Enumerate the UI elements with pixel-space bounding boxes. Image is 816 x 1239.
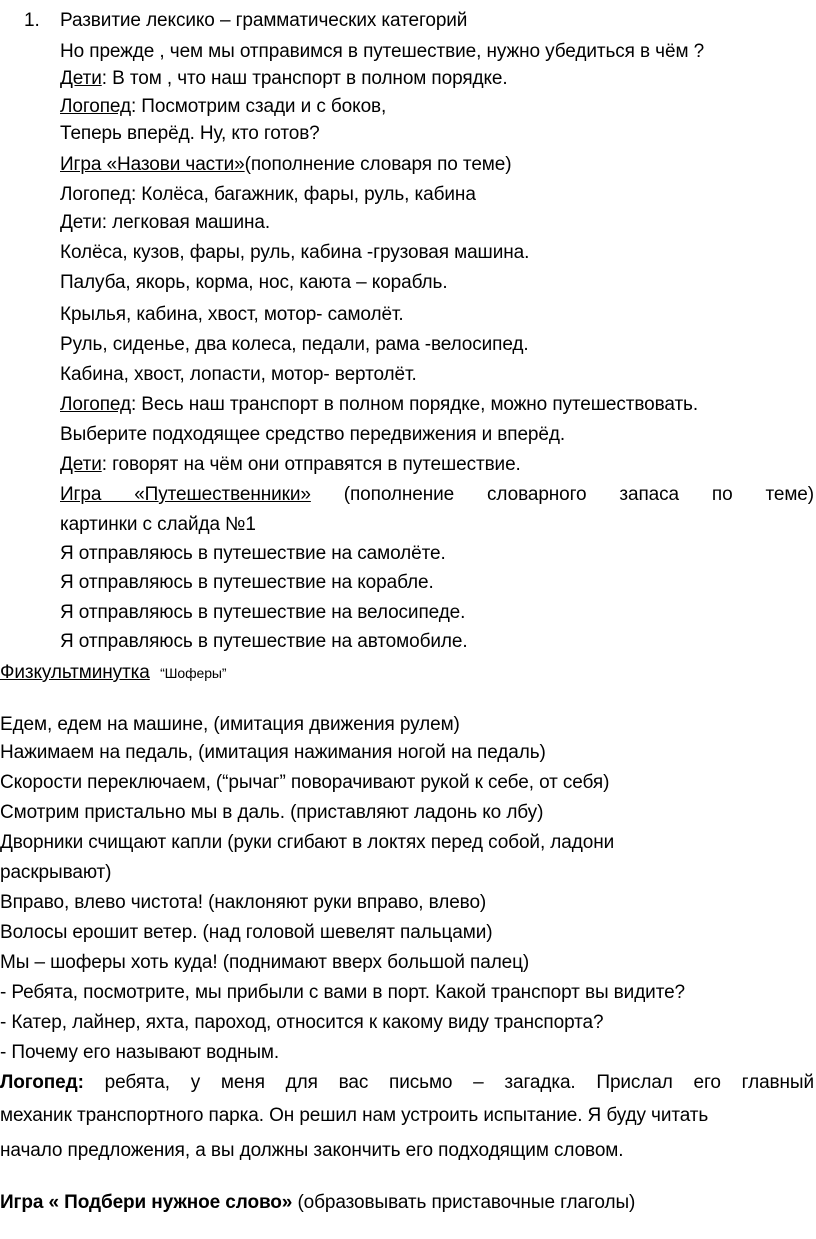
game1-summary-line-2: Выберите подходящее средство передвижения и вперёд. [60,424,566,445]
fizkult-line-2: Нажимаем на педаль, (имитация нажимания ногой на педаль) [0,742,546,763]
role-label-speech-therapist: Логопед [60,96,131,117]
game1-line-7: Кабина, хвост, лопасти, мотор- вертолёт. [60,364,417,385]
game1-line-2: Дети: легковая машина. [60,212,270,233]
game1-title-line [60,152,511,177]
game1-summary: Логопед: Весь наш транспорт в полном порядке, можно путешествовать. [60,394,699,415]
intro-line-3: Логопед: Посмотрим сзади и с боков, [60,96,387,117]
fizkult-line-1: Едем, едем на машине, (имитация движения рулем) [0,714,460,735]
fizkult-line-6: раскрывают) [0,862,112,883]
fizkult-line-7: Вправо, влево чистота! (наклоняют руки вправо, влево) [0,892,487,913]
game1-line-6: Руль, сиденье, два колеса, педали, рама -велосипед. [60,334,529,355]
game1-line-4: Палуба, якорь, корма, нос, каюта – корабль. [60,272,448,293]
role-label-speech-therapist: Логопед [60,394,131,415]
game3-title-line [0,1190,635,1215]
fizkult-subtitle: “Шоферы” [160,665,227,681]
game3-note: (образовывать приставочные глаголы) [292,1192,636,1213]
letter-label: Логопед: [0,1072,84,1093]
game2-line-3: Я отправляюсь в путешествие на велосипеде. [60,602,466,623]
intro-line-2: Дети: В том , что наш транспорт в полном порядке. [60,68,508,89]
list-number: 1. [24,10,40,31]
game3-title: Игра « Подбери нужное слово» [0,1192,293,1213]
game1-kids: Дети: говорят на чём они отправятся в путешествие. [60,454,521,475]
fizkult-line-9: Мы – шоферы хоть куда! (поднимают вверх большой палец) [0,952,530,973]
fizkult-line-11: - Катер, лайнер, яхта, пароход, относится к какому виду транспорта? [0,1012,604,1033]
game2-note-line-2: картинки с слайда №1 [60,514,256,535]
letter-line-2: механик транспортного парка. Он решил нам устроить испытание. Я буду читать [0,1105,709,1126]
fizkult-line-10: - Ребята, посмотрите, мы прибыли с вами в порт. Какой транспорт вы видите? [0,982,686,1003]
role-label-kids: Дети [60,454,102,475]
game1-title: Игра «Назови части» [60,154,245,175]
fizkult-line-5: Дворники счищают капли (руки сгибают в локтях перед собой, ладони [0,832,615,853]
intro-line-1: Но прежде , чем мы отправимся в путешествие, нужно убедиться в чём ? [60,41,705,62]
fizkult-title-line [0,660,226,686]
fizkult-line-8: Волосы ерошит ветер. (над головой шевелят пальцами) [0,922,493,943]
game2-note: (пополнение словарного запаса по теме) [310,484,814,505]
letter-line-3: начало предложения, а вы должны закончить его подходящим словом. [0,1140,624,1161]
game1-line-1: Логопед: Колёса, багажник, фары, руль, кабина [60,184,476,205]
letter-line-1: Логопед: ребята, у меня для вас письмо – загадка. Прислал его главный [0,1072,814,1093]
role-label-kids: Дети [60,68,102,89]
fizkult-line-3: Скорости переключаем, (“рычаг” поворачивают рукой к себе, от себя) [0,772,610,793]
fizkult-title: Физкультминутка [0,662,150,683]
game1-line-5: Крылья, кабина, хвост, мотор- самолёт. [60,304,404,325]
game1-note: (пополнение словаря по теме) [244,154,512,175]
fizkult-line-12: - Почему его называют водным. [0,1042,280,1063]
fizkult-line-4: Смотрим пристально мы в даль. (приставляют ладонь ко лбу) [0,802,544,823]
intro-line-4: Теперь вперёд. Ну, кто готов? [60,123,320,144]
game2-line-4: Я отправляюсь в путешествие на автомобиле. [60,631,468,652]
game1-line-3: Колёса, кузов, фары, руль, кабина -грузовая машина. [60,242,530,263]
game2-line-2: Я отправляюсь в путешествие на корабле. [60,572,434,593]
game2-line-1: Я отправляюсь в путешествие на самолёте. [60,543,446,564]
game2-title: Игра «Путешественники» [60,484,311,505]
section-heading: Развитие лексико – грамматических категорий [60,10,468,31]
game2-title-line [60,482,814,507]
